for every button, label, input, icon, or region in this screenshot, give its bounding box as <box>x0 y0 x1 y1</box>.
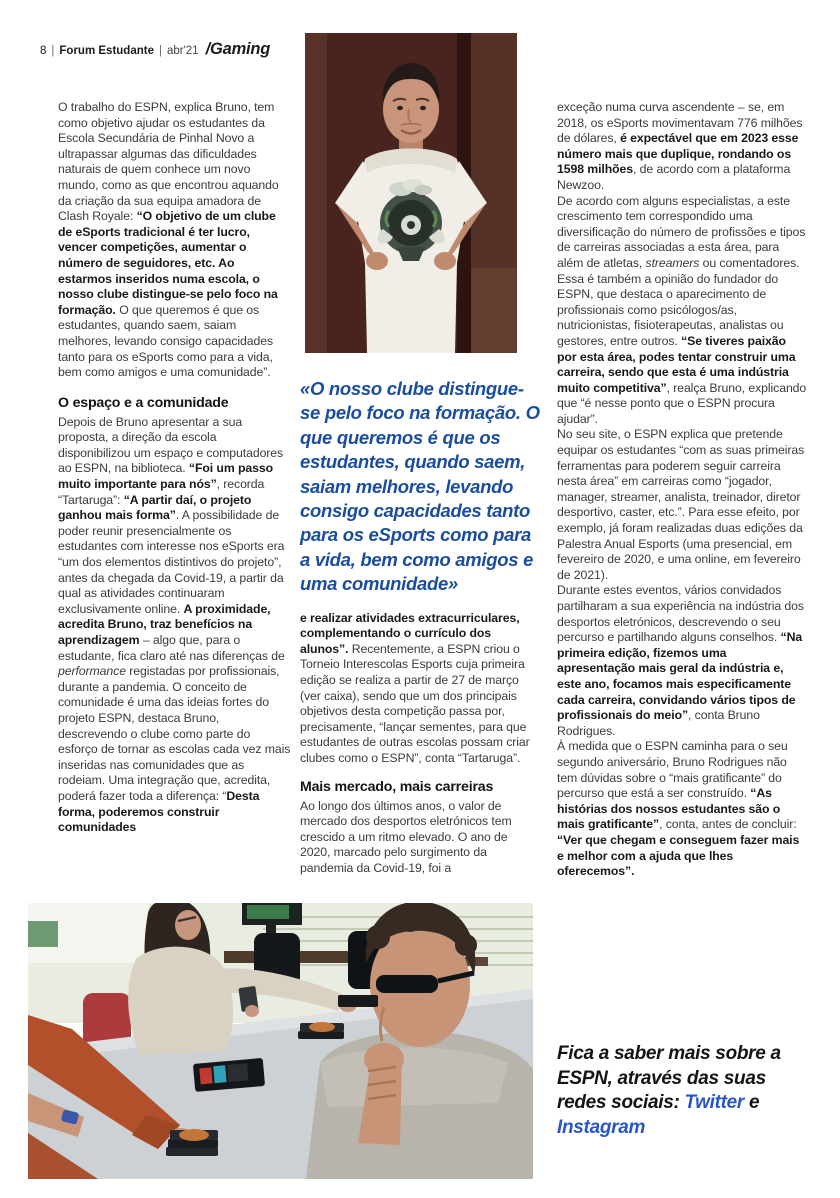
header-separator: | <box>158 45 162 57</box>
issue-date: abr'21 <box>166 45 199 57</box>
text-run: “As histórias dos nossos estudantes são o mais gratificante” <box>557 786 781 832</box>
text-run: performance <box>58 664 126 679</box>
text-run: é expectável que em 2023 esse número mais que duplique, rondando os 1598 milhões <box>557 131 799 177</box>
paragraph <box>300 611 541 767</box>
paragraph <box>557 583 807 739</box>
paragraph <box>557 739 807 879</box>
paragraph <box>557 100 807 194</box>
section-heading: Mais mercado, mais carreiras <box>300 778 494 795</box>
article-column-2 <box>300 33 541 877</box>
social-link[interactable]: Instagram <box>557 1116 646 1138</box>
text-run: . A possibilidade de poder reunir presencialmente os estudantes com interesse nos eSports era “um dos elementos distintivos do projeto”, antes da chegada da Covid-19, a partir da qual as atividades continuaram exclusivamente online. <box>58 508 285 616</box>
paragraph <box>58 100 291 381</box>
publication-name: Forum Estudante <box>59 45 154 57</box>
article-column-1 <box>58 100 291 836</box>
text-run: À medida que o ESPN caminha para o seu segundo aniversário, Bruno Rodrigues não tem dúvidas sobre o “mais gratificante” do percurso que está a ser construído. <box>557 739 788 801</box>
card-game-illustration <box>28 903 533 1179</box>
text-run: , recorda “Tartaruga”: <box>58 477 265 507</box>
text-run: O que queremos é que os estudantes, quando saem, saiam melhores, levando consigo capacidades tanto para os eSports como para a vida, bem como amigos e uma comunidade”. <box>58 302 274 380</box>
text-run: Ao longo dos últimos anos, o valor de mercado dos desportos eletrónicos tem crescido a um ritmo elevado. O ano de 2020, marcado pelo surgimento da pandemia da Covid-19, foi a <box>300 798 512 875</box>
text-run: O trabalho do ESPN, explica Bruno, tem como objetivo ajudar os estudantes da Escola Secundária de Pinhal Novo a ultrapassar algumas das dificuldades naturais de quem conhece um novo mundo, como as que encontrou aquando da criação da sua equipa amadora de Clash Royale: <box>58 100 279 224</box>
paragraph <box>58 415 291 836</box>
column-2-text <box>300 377 541 877</box>
section-heading: O espaço e a comunidade <box>58 394 229 411</box>
text-run: No seu site, o ESPN explica que pretende equipar os estudantes “com as suas primeiras ferramentas para poderem seguir carreira nesta área” em carreiras como “jogador, manager, streamer, analista, treinador, diretor desportivo, caster, etc.”. Para esse efeito, por exemplo, já foram realizadas duas edições da Palestra Anual Esports (uma presencial, em fevereiro de 2020, e uma online, em fevereiro de 2021). <box>557 427 805 582</box>
text-run: registadas por profissionais, durante a pandemia. O conceito de comunidade é uma das ideias fortes do projeto ESPN, destaca Bruno, descrevendo o clube como parte do esforço de tornar as escolas cada vez mais inseridas nas comunidades que as rodeiam. Uma integração que, acredita, poderá fazer toda a diferença: “ <box>58 664 291 803</box>
page-header <box>40 40 270 59</box>
text-run: “O objetivo de um clube de eSports tradicional é ter lucro, vencer competições, aumentar o número de seguidores, etc. Ao estarmos inseridos numa escola, o nosso clube distingue-se pelo foco na formação. <box>58 209 278 317</box>
text-run: e <box>744 1092 760 1113</box>
text-run: e realizar atividades extracurriculares, complementando o currículo dos alunos”. <box>300 610 520 656</box>
section-title: /Gaming <box>205 40 271 58</box>
text-run: , de acordo com a plataforma Newzoo. <box>557 162 791 192</box>
paragraph <box>557 194 807 428</box>
text-run: “Foi um passo muito importante para nós” <box>58 461 274 492</box>
paragraph <box>557 427 807 583</box>
text-run: ou comentadores. Essa é também a opinião do fundador do ESPN, que destaca o aparecimento de profissionais como psicólogos/as, nutricionistas, fisioterapeutas, analistas ou gestores, entre outros. <box>557 255 800 348</box>
text-run: – algo que, para o estudante, fica claro até nas diferenças de <box>58 633 285 663</box>
article-column-3 <box>557 100 807 880</box>
photo-spacer <box>300 33 541 365</box>
text-run: , realça Bruno, explicando que “é nesse ponto que o ESPN procura ajudar”. <box>557 380 807 426</box>
text-run: Durante estes eventos, vários convidados partilharam a sua experiência na indústria dos desportos eletrónicos, descrevendo o seu percurso e partilhando alguns conselhos. <box>557 583 804 645</box>
text-run: Fica a saber mais sobre a ESPN, através das suas redes sociais: <box>557 1043 781 1113</box>
social-link[interactable]: Twitter <box>684 1092 745 1113</box>
text-run: “A partir daí, o projeto ganhou mais forma” <box>58 492 252 523</box>
text-run: “Ver que chegam e conseguem fazer mais e melhor com a ajuda que lhes oferecemos”. <box>557 832 800 879</box>
text-run: De acordo com alguns especialistas, a este crescimento tem correspondido uma diversificação do número de profissões e tipos de carreiras associadas a esta área, para além de atletas, <box>557 193 806 270</box>
text-run: , conta, antes de concluir: <box>659 817 797 832</box>
header-separator: | <box>51 45 55 57</box>
pull-quote: «O nosso clube distingue-se pelo foco na formação. O que queremos é que os estudantes, quando saem, saiam melhores, levando consigo capacidades tanto para os eSports como para a vida, bem como amigos e uma comunidade» <box>300 378 540 595</box>
text-run: exceção numa curva ascendente – se, em 2018, os eSports movimentavam 776 milhões de dólares, <box>557 100 803 146</box>
social-note-block <box>557 1042 811 1140</box>
text-run: streamers <box>645 255 700 270</box>
social-note <box>557 1042 811 1140</box>
text-run: “Na primeira edição, fizemos uma apresentação mais geral da indústria e, este ano, focamos mais especificamente cada carreira, convidando vários tipos de profissionais do meio” <box>557 630 803 723</box>
text-run: Desta forma, poderemos construir comunidades <box>58 788 260 835</box>
paragraph <box>300 799 541 877</box>
text-run: Recentemente, a ESPN criou o Torneio Interescolas Esports cuja primeira edição se realiza a partir de 27 de março (ver caixa), sendo que um dos principais objetivos desta competição passa por, precisamente, “lançar sementes, para que estudantes de outras escolas possam criar clubes como o ESPN”, conta “Tartaruga”. <box>300 641 530 765</box>
text-run: A proximidade, acredita Bruno, traz benefícios na aprendizagem <box>58 601 271 647</box>
page-number: 8 <box>40 45 47 57</box>
text-run: “Se tiveres paixão por esta área, podes tentar construir uma carreira, sendo que esta é uma indústria muito competitiva” <box>557 333 796 395</box>
text-run: Depois de Bruno apresentar a sua proposta, a direção da escola disponibilizou um espaço e computadores ao ESPN, na biblioteca. <box>58 414 284 476</box>
card-game-photo <box>28 903 533 1179</box>
text-run: , conta Bruno Rodrigues. <box>557 708 760 738</box>
